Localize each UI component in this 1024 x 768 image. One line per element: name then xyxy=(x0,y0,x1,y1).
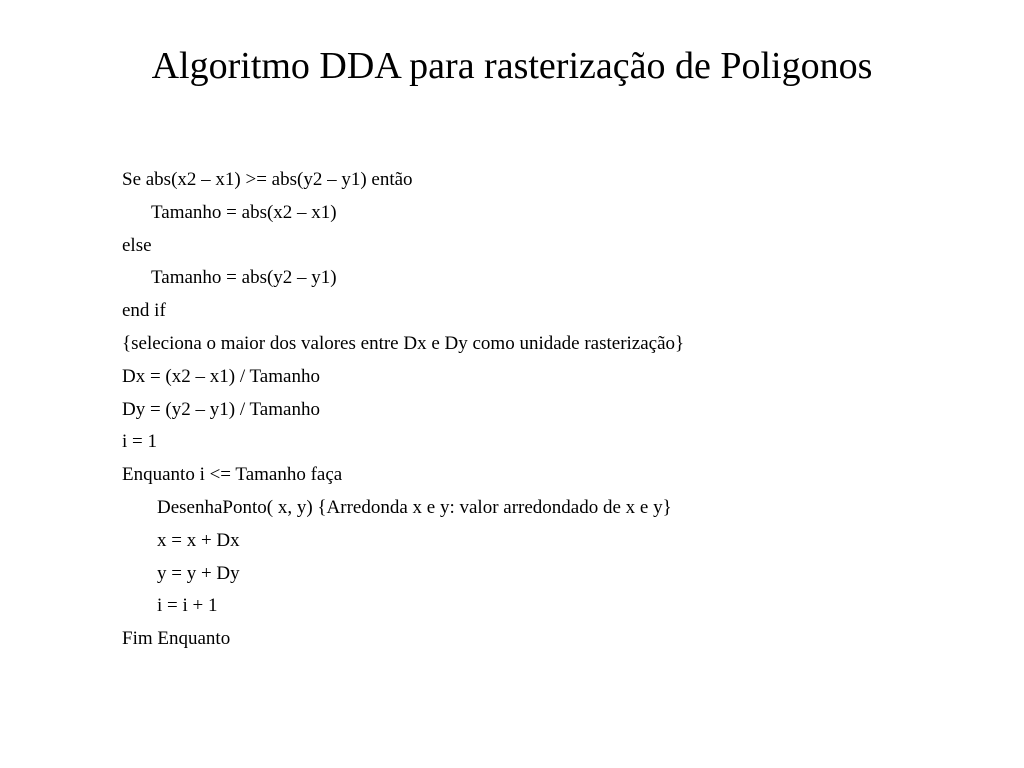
code-line-y-increment: y = y + Dy xyxy=(157,562,240,584)
code-line-desenha-ponto: DesenhaPonto( x, y) {Arredonda x e y: valor arredondado de x e y} xyxy=(157,496,672,518)
code-line-dx: Dx = (x2 – x1) / Tamanho xyxy=(122,365,320,387)
code-line-else: else xyxy=(122,234,152,256)
code-line-dy: Dy = (y2 – y1) / Tamanho xyxy=(122,398,320,420)
code-line-i-init: i = 1 xyxy=(122,431,157,453)
code-line-if-condition: Se abs(x2 – x1) >= abs(y2 – y1) então xyxy=(122,169,413,190)
code-line-i-increment: i = i + 1 xyxy=(157,595,218,617)
slide-title: Algoritmo DDA para rasterização de Poligonos xyxy=(151,45,873,87)
code-line-end-if: end if xyxy=(122,300,166,322)
code-line-while: Enquanto i <= Tamanho faça xyxy=(122,464,343,486)
algorithm-pseudocode xyxy=(122,164,982,656)
code-line-comment: {seleciona o maior dos valores entre Dx e Dy como unidade rasterização} xyxy=(122,332,685,354)
code-line-tamanho-y: Tamanho = abs(y2 – y1) xyxy=(151,267,337,289)
code-line-end-while: Fim Enquanto xyxy=(122,628,231,650)
code-line-x-increment: x = x + Dx xyxy=(157,529,240,551)
code-line-tamanho-x: Tamanho = abs(x2 – x1) xyxy=(151,201,337,223)
